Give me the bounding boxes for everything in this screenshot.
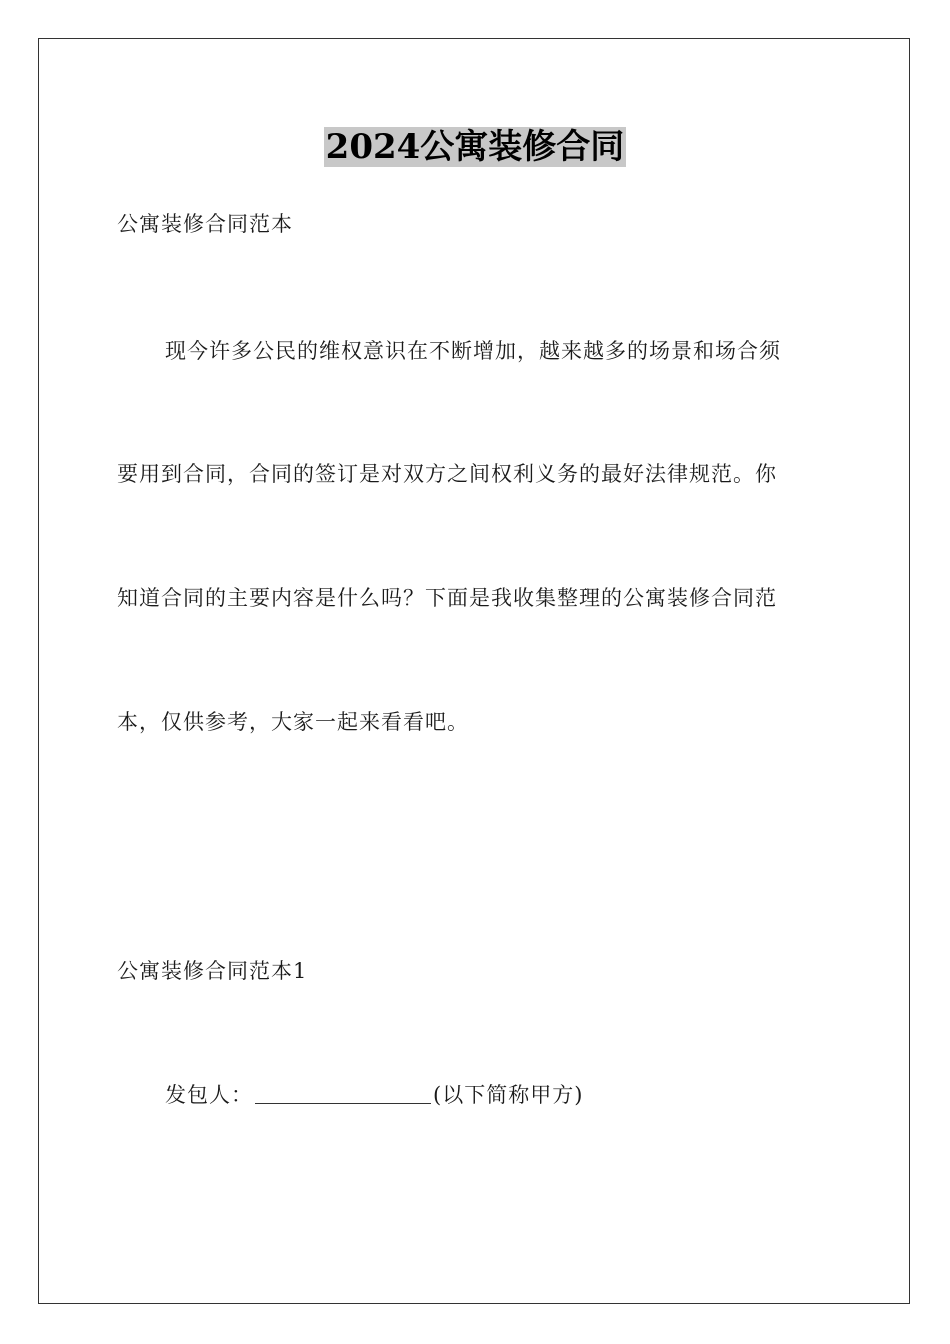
document-title: 2024公寓装修合同 <box>325 127 625 167</box>
document-subtitle: 公寓装修合同范本 <box>117 212 293 236</box>
intro-line-3: 知道合同的主要内容是什么吗？下面是我收集整理的公寓装修合同范 <box>117 586 777 610</box>
intro-line-1: 现今许多公民的维权意识在不断增加，越来越多的场景和场合须 <box>165 339 781 363</box>
contractor-line <box>165 1080 583 1110</box>
section-heading: 公寓装修合同范本1 <box>117 959 308 983</box>
contractor-suffix: (以下简称甲方) <box>433 1083 584 1107</box>
intro-line-2: 要用到合同，合同的签订是对双方之间权利义务的最好法律规范。你 <box>117 462 777 486</box>
title-container <box>0 127 950 167</box>
intro-line-4: 本，仅供参考，大家一起来看看吧。 <box>117 710 469 734</box>
contractor-name-blank <box>255 1083 431 1104</box>
contractor-label: 发包人： <box>165 1083 253 1107</box>
